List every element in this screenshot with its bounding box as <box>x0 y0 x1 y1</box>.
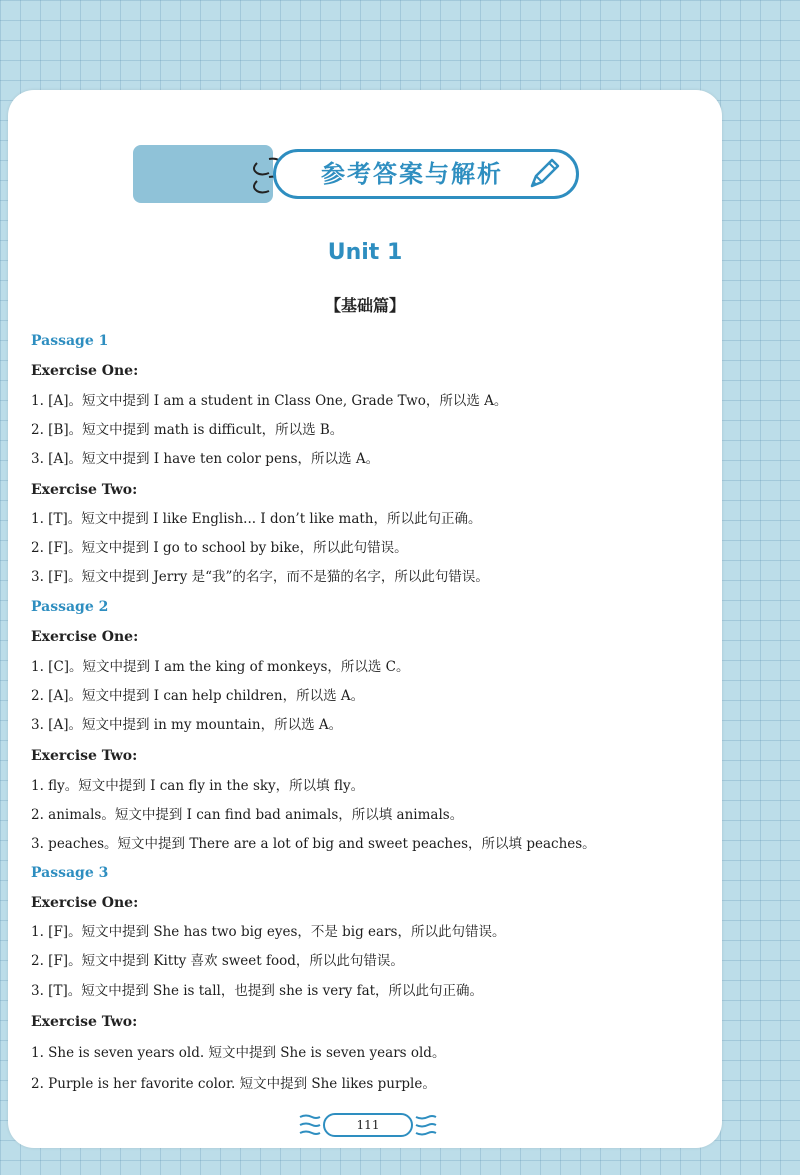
passage-heading: Passage 2 <box>31 599 109 615</box>
passage-heading: Passage 3 <box>31 865 109 881</box>
answer-line: 3. [A]。短文中提到 I have ten color pens，所以选 A。 <box>31 451 380 467</box>
answer-line: 2. animals。短文中提到 I can find bad animals，所以填 animals。 <box>31 807 464 823</box>
answer-line: 3. [F]。短文中提到 Jerry 是“我”的名字，而不是猫的名字，所以此句错误。 <box>31 569 489 585</box>
title-banner <box>133 145 593 211</box>
answer-line: 1. [A]。短文中提到 I am a student in Class One, Grade Two，所以选 A。 <box>31 393 508 409</box>
exercise-heading: Exercise Two: <box>31 1014 138 1030</box>
passage-heading: Passage 1 <box>31 333 109 349</box>
title-box <box>273 149 579 199</box>
answer-line: 2. [B]。短文中提到 math is difficult，所以选 B。 <box>31 422 344 438</box>
top-margin <box>0 0 800 90</box>
page-number: 111 <box>323 1113 413 1137</box>
exercise-heading: Exercise One: <box>31 363 139 379</box>
unit-title: Unit 1 <box>327 240 403 265</box>
page-title: 参考答案与解析 <box>321 160 503 188</box>
answer-line: 1. [F]。短文中提到 She has two big eyes，不是 big ears，所以此句错误。 <box>31 924 506 940</box>
answer-line: 3. peaches。短文中提到 There are a lot of big and sweet peaches，所以填 peaches。 <box>31 836 596 852</box>
section-title: 【基础篇】 <box>324 296 405 315</box>
answer-line: 2. [F]。短文中提到 Kitty 喜欢 sweet food，所以此句错误。 <box>31 953 404 969</box>
exercise-heading: Exercise One: <box>31 895 139 911</box>
right-wave-icon <box>414 1111 438 1139</box>
answer-line: 3. [T]。短文中提到 She is tall，也提到 she is very fat，所以此句正确。 <box>31 983 484 999</box>
answer-line: 1. She is seven years old. 短文中提到 She is seven years old。 <box>31 1045 446 1061</box>
answer-line: 1. [C]。短文中提到 I am the king of monkeys，所以选 C。 <box>31 659 410 675</box>
answer-page <box>8 90 722 1148</box>
pencil-icon <box>524 156 562 194</box>
answer-line: 2. [A]。短文中提到 I can help children，所以选 A。 <box>31 688 365 704</box>
answer-line: 1. [T]。短文中提到 I like English... I don’t like math，所以此句正确。 <box>31 511 482 527</box>
left-wave-icon <box>298 1111 322 1139</box>
answer-line: 1. fly。短文中提到 I can fly in the sky，所以填 fly。 <box>31 778 365 794</box>
exercise-heading: Exercise One: <box>31 629 139 645</box>
answer-line: 2. Purple is her favorite color. 短文中提到 She likes purple。 <box>31 1076 436 1092</box>
answer-line: 3. [A]。短文中提到 in my mountain，所以选 A。 <box>31 717 343 733</box>
page-footer <box>298 1107 438 1143</box>
answer-line: 2. [F]。短文中提到 I go to school by bike，所以此句错误。 <box>31 540 408 556</box>
exercise-heading: Exercise Two: <box>31 748 138 764</box>
exercise-heading: Exercise Two: <box>31 482 138 498</box>
